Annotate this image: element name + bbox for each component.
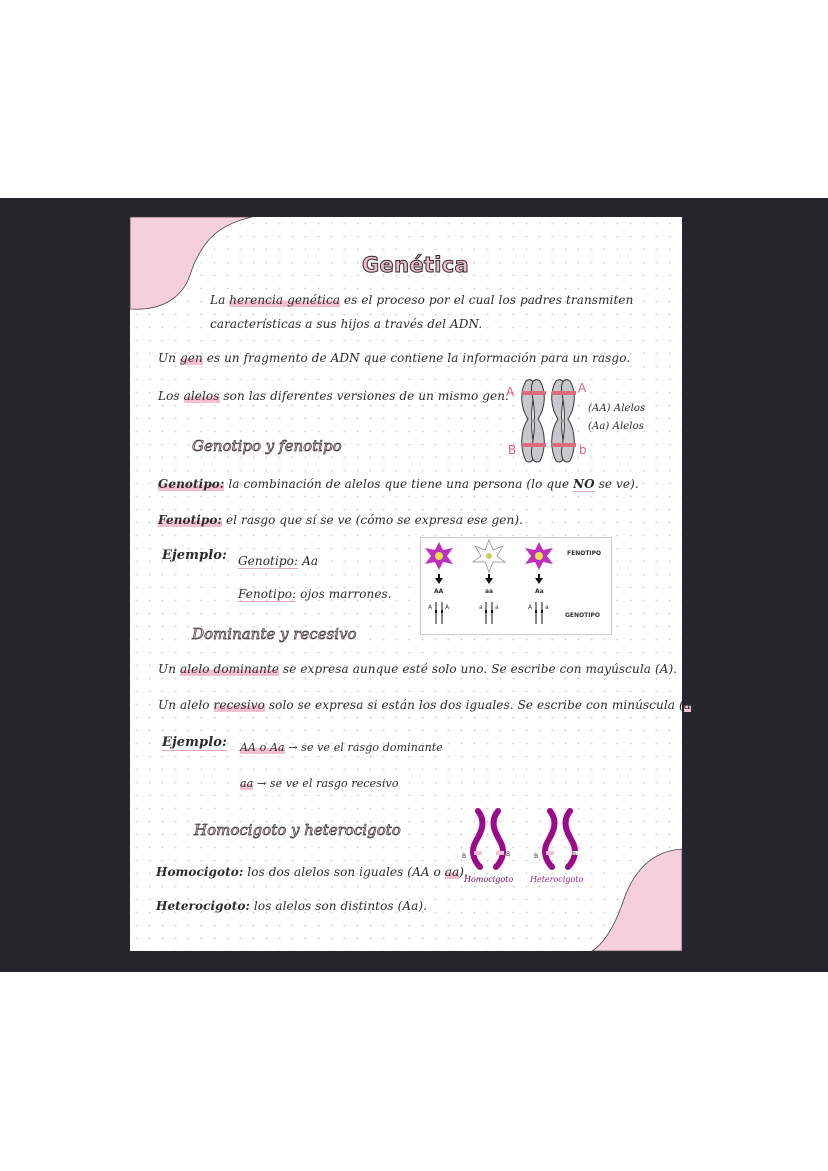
ejemplo-label-2: Ejemplo: <box>162 735 227 750</box>
section-heading-dominante-recesivo: Dominante y recesivo <box>192 625 357 643</box>
corner-decoration-bottom-right <box>592 849 682 951</box>
heterocigoto-definition: Heterocigoto: los alelos son distintos (Aa). <box>156 899 428 913</box>
chromosome-label-B-left: B <box>508 443 517 457</box>
hetero-allele-2: b <box>572 851 576 858</box>
genotype-label-1: AA <box>434 588 444 595</box>
section-heading-homocigoto-heterocigoto: Homocigoto y heterocigoto <box>194 821 401 839</box>
homo-allele-1: B <box>462 853 467 860</box>
highlight-recesivo: recesivo <box>213 698 265 712</box>
allele-right-3: a <box>545 604 549 611</box>
chromosome-label-A-left: A <box>506 385 515 399</box>
fenotipo-definition: Fenotipo: el rasgo que sí se ve (cómo se expresa ese gen). <box>158 513 524 527</box>
ab-alelos-label: (Aa) Alelos <box>588 421 644 432</box>
chromosome-illustration <box>518 377 578 467</box>
flower-icon-purple-2 <box>525 542 553 570</box>
allele-right-1: A <box>445 604 450 611</box>
flower-icon-purple-1 <box>425 542 453 570</box>
allele-left-3: A <box>528 604 533 611</box>
fenotipo-caption: FENOTIPO <box>567 550 602 557</box>
ejemplo-label-1: Ejemplo: <box>162 548 227 563</box>
chromosome-label-b-right: b <box>579 443 587 457</box>
ejemplo2-dominante: AA o Aa → se ve el rasgo dominante <box>240 741 443 754</box>
homocigoto-definition: Homocigoto: los dos alelos son iguales (AA o aa). <box>156 865 468 879</box>
no-emphasis: NO <box>573 477 595 491</box>
chromosome-label-A-right: A <box>578 381 587 395</box>
aa-alelos-label: (AA) Alelos <box>588 403 646 414</box>
highlight-herencia: herencia genética <box>229 293 341 307</box>
genotype-label-2: aa <box>485 588 494 595</box>
homocigoto-label: Homocigoto: <box>156 865 244 879</box>
heterocigoto-label: Heterocigoto: <box>156 899 251 913</box>
section-heading-genotipo-fenotipo: Genotipo y fenotipo <box>192 437 342 455</box>
zygote-chromosome-illustration <box>466 807 582 871</box>
genotipo-label: Genotipo: <box>158 477 225 491</box>
fenotipo-label: Fenotipo: <box>158 513 223 527</box>
flower-icon-white <box>473 540 505 572</box>
highlight-alelos: alelos <box>183 389 220 403</box>
highlight-dominante: alelo dominante <box>179 662 280 676</box>
ejemplo2-recesivo: aa → se ve el rasgo recesivo <box>240 777 399 790</box>
notes-page <box>130 217 700 951</box>
genotipo-definition: Genotipo: la combinación de alelos que tiene una persona (lo que NO se ve). <box>158 477 639 491</box>
heterocigoto-caption: Heterocigoto <box>530 875 584 884</box>
hetero-allele-1: B <box>534 853 539 860</box>
intro-line-2: características a sus hijos a través del ADN. <box>210 317 483 331</box>
alelos-definition: Los alelos son las diferentes versiones de un mismo gen. <box>158 389 509 403</box>
homocigoto-caption: Homocigoto <box>464 875 514 884</box>
ejemplo1-genotipo: Genotipo: Aa <box>238 554 319 568</box>
gen-definition: Un gen es un fragmento de ADN que contiene la información para un rasgo. <box>158 351 631 365</box>
genotype-label-3: Aa <box>535 588 544 595</box>
dominante-definition: Un alelo dominante se expresa aunque esté solo uno. Se escribe con mayúscula (A). <box>158 662 678 676</box>
page-title: Genética <box>362 253 469 277</box>
intro-line-1: La herencia genética es el proceso por el cual los padres transmiten <box>210 293 634 307</box>
allele-left-1: A <box>428 604 433 611</box>
allele-right-2: a <box>495 604 499 611</box>
highlight-gen: gen <box>179 351 203 365</box>
genotipo-caption: GENOTIPO <box>565 612 600 619</box>
recesivo-definition: Un alelo recesivo solo se expresa si están los dos iguales. Se escribe con minúscula (a). <box>158 698 700 712</box>
ejemplo1-fenotipo: Fenotipo: ojos marrones. <box>238 587 392 601</box>
allele-left-2: a <box>479 604 483 611</box>
homo-allele-2: B <box>506 851 511 858</box>
flower-phenotype-diagram <box>420 537 612 635</box>
